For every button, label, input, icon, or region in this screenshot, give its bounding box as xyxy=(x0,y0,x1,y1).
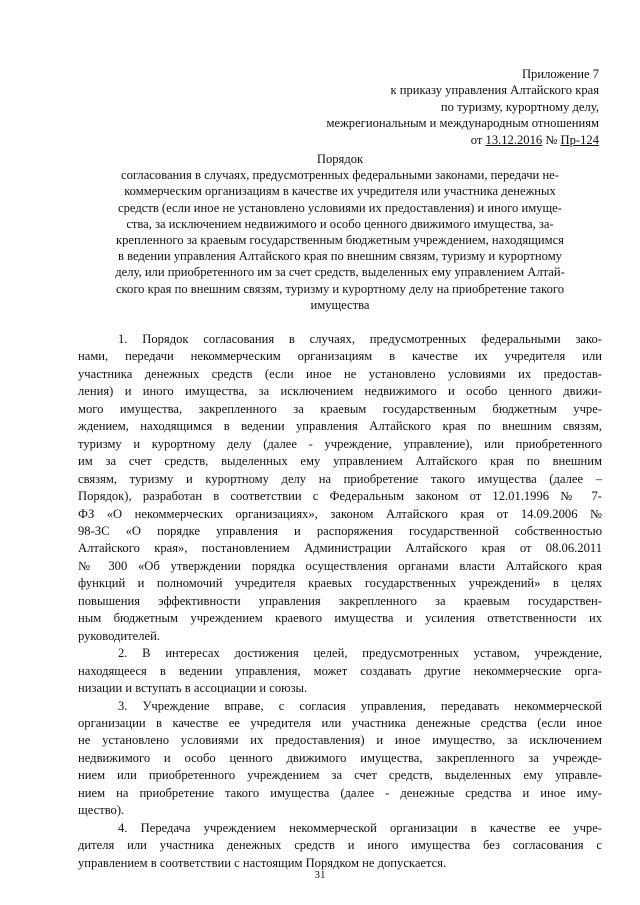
order-number: Пр-124 xyxy=(560,132,599,147)
title-line: делу, или приобретенного им за счет средств, выделенных ему управлением Алтай- xyxy=(115,265,565,280)
text-line: низации и вступать в ассоциации и союзы. xyxy=(78,681,308,696)
paragraph-4 xyxy=(78,820,602,872)
header-line: межрегиональным и международным отношениям xyxy=(326,116,599,131)
text-line: 3. Учреждение вправе, с согласия управления, передавать некоммерческой xyxy=(118,698,602,713)
text-line: дителя или участника денежных средств и иного имущества без согласования с xyxy=(78,838,602,853)
paragraph-1 xyxy=(78,331,602,645)
page-number: 31 xyxy=(314,869,326,881)
header-order-line xyxy=(327,132,599,148)
text-line: нами, передачи некоммерческим организациям в качестве их учредителя или xyxy=(78,349,602,364)
text-line: ным бюджетным учреждением краевого имущества и усиления ответственности их xyxy=(78,611,602,626)
text-line: находящееся в ведении управления, может создавать другие некоммерческие орга- xyxy=(78,663,602,678)
text-line: нием или приобретенного учреждением за счет средств, выделенных ему управле- xyxy=(78,768,602,783)
order-date: 13.12.2016 xyxy=(485,132,543,147)
text-line: им за счет средств, выделенных ему управлением Алтайского края по внешним xyxy=(78,454,602,469)
text-line: туризму и курортному делу (далее - учреждение, управление), или приобретенного xyxy=(78,436,602,451)
number-sign: № xyxy=(542,132,561,147)
title-line: согласования в случаях, предусмотренных федеральными законами, передачи не- xyxy=(121,168,559,183)
text-line: ления) и иного имущества, за исключением недвижимого и особо ценного движи- xyxy=(78,384,602,399)
header-line: Приложение 7 xyxy=(521,67,599,81)
header-line: к приказу управления Алтайского края xyxy=(390,83,599,98)
document-title xyxy=(78,151,602,313)
title-line: в ведении управления Алтайского края по внешним связям, туризму и курортному xyxy=(118,249,562,264)
text-line: ждением, находящимся в ведении управления Алтайского края по внешним связям, xyxy=(78,419,602,434)
title-line: коммерческим организациям в качестве их учредителя или участника денежных xyxy=(124,184,556,199)
text-line: 4. Передача учреждением некоммерческой организации в качестве ее учре- xyxy=(118,820,602,835)
text-line: № 300 «Об утверждении порядка осуществления органами власти Алтайского края xyxy=(78,558,602,573)
text-line: связям, туризму и курортному делу на приобретение такого имущества (далее – xyxy=(78,471,602,486)
appendix-header xyxy=(327,66,599,148)
title-line: крепленного за краевым государственным бюджетным учреждением, находящимся xyxy=(116,233,564,248)
header-line: по туризму, курортному делу, xyxy=(440,99,599,114)
text-line: щество). xyxy=(78,803,125,818)
text-line: недвижимого и особо ценного движимого имущества, закрепленного за учрежде- xyxy=(78,750,602,765)
text-line: 98-ЗС «О порядке управления и распоряжения государственной собственностью xyxy=(78,523,602,538)
text-line: повышения эффективности управления закрепленного за краевым государствен- xyxy=(78,593,602,608)
title-line: имущества xyxy=(310,297,370,312)
document-body xyxy=(78,331,602,872)
title-line: ства, за исключением недвижимого и особо ценного движимого имущества, за- xyxy=(126,216,554,231)
text-line: ФЗ «О некоммерческих организациях», законом Алтайского края от 14.09.2006 № xyxy=(78,506,602,521)
text-line: Порядок), разработан в соответствии с Федеральным законом от 12.01.1996 № 7- xyxy=(78,489,602,504)
paragraph-2 xyxy=(78,645,602,697)
text-line: управлением в соответствии с настоящим Порядком не допускается. xyxy=(78,855,447,870)
text-line: организации в качестве ее учредителя или участника денежные средства (если иное xyxy=(78,715,602,730)
title-line: ского края по внешним связям, туризму и курортному делу на приобретение такого xyxy=(115,281,565,296)
text-line: 1. Порядок согласования в случаях, предусмотренных федеральными зако- xyxy=(118,332,602,346)
title-line: средств (если иное не установлено условиями их предоставления) и иного имуще- xyxy=(118,200,562,215)
text-line: руководителей. xyxy=(78,628,161,643)
paragraph-3 xyxy=(78,698,602,820)
text-line: нием на приобретение такого имущества (далее - денежные средства и иное иму- xyxy=(78,785,602,800)
header-date-prefix: от xyxy=(470,132,486,147)
text-line: Алтайского края», постановлением Администрации Алтайского края от 08.06.2011 xyxy=(78,541,602,556)
title-heading: Порядок xyxy=(316,152,364,166)
text-line: 2. В интересах достижения целей, предусмотренных уставом, учреждение, xyxy=(118,646,602,661)
text-line: участника денежных средств (если иное не установлено условиями их предостав- xyxy=(78,366,602,381)
text-line: мого имущества, закрепленного за краевым государственным бюджетным учре- xyxy=(78,401,602,416)
text-line: не установлено условиями их предоставления) и иное имущество, за исключением xyxy=(78,733,602,748)
text-line: функций и полномочий учредителя краевых государственных учреждений» в целях xyxy=(78,576,602,591)
